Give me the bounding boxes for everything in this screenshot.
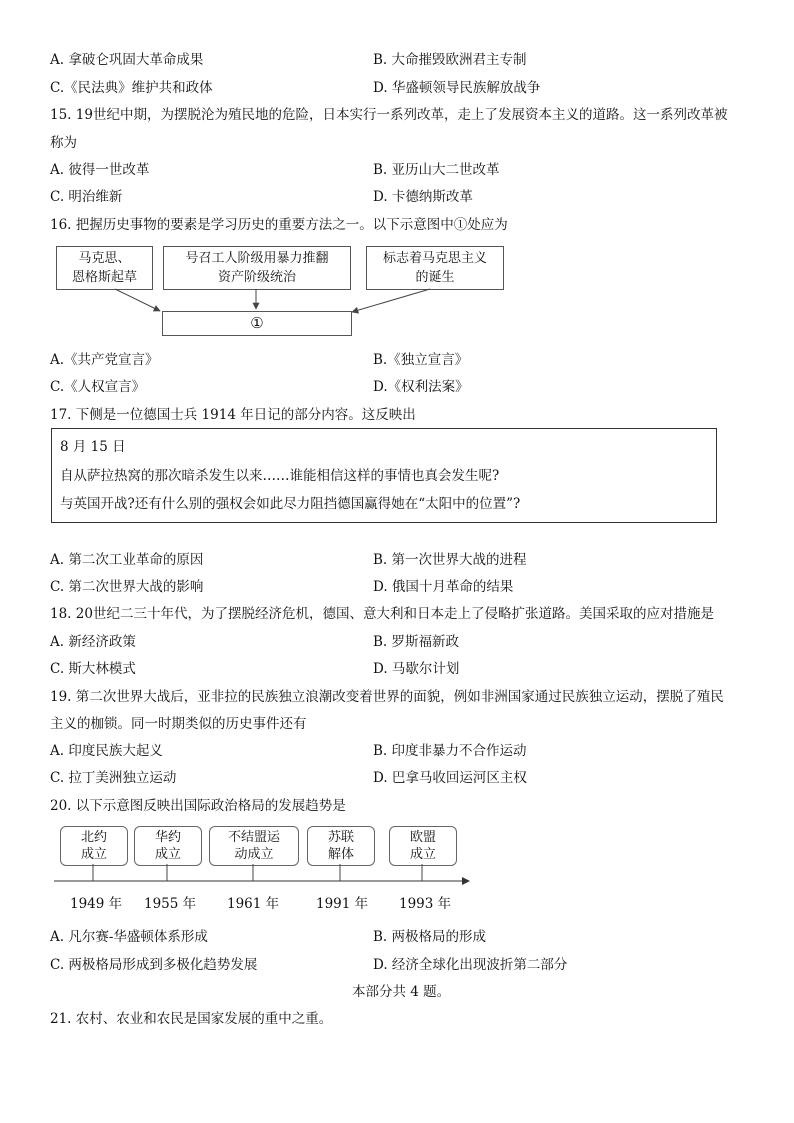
q16-option-b: B.《独立宣言》 <box>373 352 469 368</box>
event-text-line: 成立 <box>80 847 107 862</box>
event-text-line: 成立 <box>409 847 436 862</box>
question-20-stem: 20. 以下示意图反映出国际政治格局的发展趋势是 <box>50 798 346 814</box>
q15-option-c: C. 明治维新 <box>50 189 123 205</box>
event-text-line: 苏联 <box>327 830 354 845</box>
q19-option-b: B. 印度非暴力不合作运动 <box>373 743 527 759</box>
q15-option-b: B. 亚历山大二世改革 <box>373 162 500 178</box>
year-label: 1955 年 <box>144 896 197 912</box>
q17-option-d: D. 俄国十月革命的结果 <box>373 579 514 595</box>
box-text-line: 马克思、 <box>78 251 131 266</box>
section-note: 本部分共 4 题。 <box>352 984 451 1000</box>
event-text-line: 欧盟 <box>409 830 436 845</box>
year-label: 1991 年 <box>316 896 369 912</box>
q16-option-a: A.《共产党宣言》 <box>50 352 159 368</box>
q18-option-a: A. 新经济政策 <box>50 634 136 650</box>
arrow-left <box>115 289 160 311</box>
event-text-line: 华约 <box>154 830 181 845</box>
q17-option-a: A. 第二次工业革命的原因 <box>50 552 204 568</box>
year-label: 1993 年 <box>399 896 452 912</box>
box-text-line: 标志着马克思主义 <box>382 251 487 266</box>
q20-option-c: C. 两极格局形成到多极化趋势发展 <box>50 957 258 973</box>
event-text-line: 成立 <box>154 847 181 862</box>
option-b: B. 大命摧毁欧洲君主专制 <box>373 52 527 68</box>
year-label: 1961 年 <box>227 896 280 912</box>
q18-option-b: B. 罗斯福新政 <box>373 634 460 650</box>
box-text-line: 资产阶级统治 <box>217 270 296 285</box>
event-text-line: 北约 <box>80 830 107 845</box>
q17-option-c: C. 第二次世界大战的影响 <box>50 579 204 595</box>
diary-line-1: 自从萨拉热窝的那次暗杀发生以来……谁能相信这样的事情也真会发生呢? <box>60 468 500 484</box>
box-text-line: 的诞生 <box>415 270 455 285</box>
box-text-line: 号召工人阶级用暴力推翻 <box>185 251 329 266</box>
diary-excerpt-box <box>51 428 717 523</box>
year-label: 1949 年 <box>70 896 123 912</box>
diary-line-2: 与英国开战?还有什么别的强权会如此尽力阻挡德国赢得她在“太阳中的位置”? <box>60 496 521 512</box>
q18-option-c: C. 斯大林模式 <box>50 661 136 677</box>
q18-option-d: D. 马歇尔计划 <box>373 661 460 677</box>
q19-option-d: D. 巴拿马收回运河区主权 <box>373 770 527 786</box>
q20-option-b: B. 两极格局的形成 <box>373 929 487 945</box>
box-text-line: 恩格斯起草 <box>71 270 137 285</box>
event-text-line: 解体 <box>327 847 354 862</box>
option-c: C.《民法典》维护共和政体 <box>50 80 213 96</box>
event-text-line: 不结盟运 <box>227 830 280 845</box>
diary-date: 8 月 15 日 <box>60 439 126 455</box>
q16-option-d: D.《权利法案》 <box>373 379 469 395</box>
question-19-stem-line1: 19. 第二次世界大战后，亚非拉的民族独立浪潮改变着世界的面貌，例如非洲国家通过民族独立运动，摆脱了殖民 <box>50 689 724 705</box>
q15-option-d: D. 卡德纳斯改革 <box>373 189 473 205</box>
diagram-arrows <box>0 0 794 400</box>
q15-option-a: A. 彼得一世改革 <box>50 162 150 178</box>
question-17-stem: 17. 下侧是一位德国士兵 1914 年日记的部分内容。这反映出 <box>50 407 416 423</box>
q17-option-b: B. 第一次世界大战的进程 <box>373 552 527 568</box>
question-19-stem-line2: 主义的枷锁。同一时期类似的历史事件还有 <box>50 716 307 732</box>
question-18-stem: 18. 20世纪二三十年代，为了摆脱经济危机，德国、意大利和日本走上了侵略扩张道路。美国采取的应对措施是 <box>50 606 714 622</box>
q19-option-c: C. 拉丁美洲独立运动 <box>50 770 177 786</box>
event-text-line: 动成立 <box>234 847 274 862</box>
question-16-stem: 16. 把握历史事物的要素是学习历史的重要方法之一。以下示意图中①处应为 <box>50 217 508 233</box>
q20-option-a: A. 凡尔赛-华盛顿体系形成 <box>50 929 208 945</box>
q16-option-c: C.《人权宣言》 <box>50 379 146 395</box>
q19-option-a: A. 印度民族大起义 <box>50 743 163 759</box>
question-21-stem: 21. 农村、农业和农民是国家发展的重中之重。 <box>50 1011 333 1027</box>
arrow-right <box>352 289 430 312</box>
answer-placeholder: ① <box>250 314 264 332</box>
question-15-stem-line2: 称为 <box>50 135 77 151</box>
question-15-stem-line1: 15. 19世纪中期，为摆脱沦为殖民地的危险，日本实行一系列改革，走上了发展资本主义的道路。这一系列改革被 <box>50 107 728 123</box>
option-d: D. 华盛顿领导民族解放战争 <box>373 80 541 96</box>
axis-arrowhead <box>462 877 470 885</box>
option-a: A. 拿破仑巩固大革命成果 <box>50 52 204 68</box>
q20-option-d: D. 经济全球化出现波折第二部分 <box>373 957 568 973</box>
